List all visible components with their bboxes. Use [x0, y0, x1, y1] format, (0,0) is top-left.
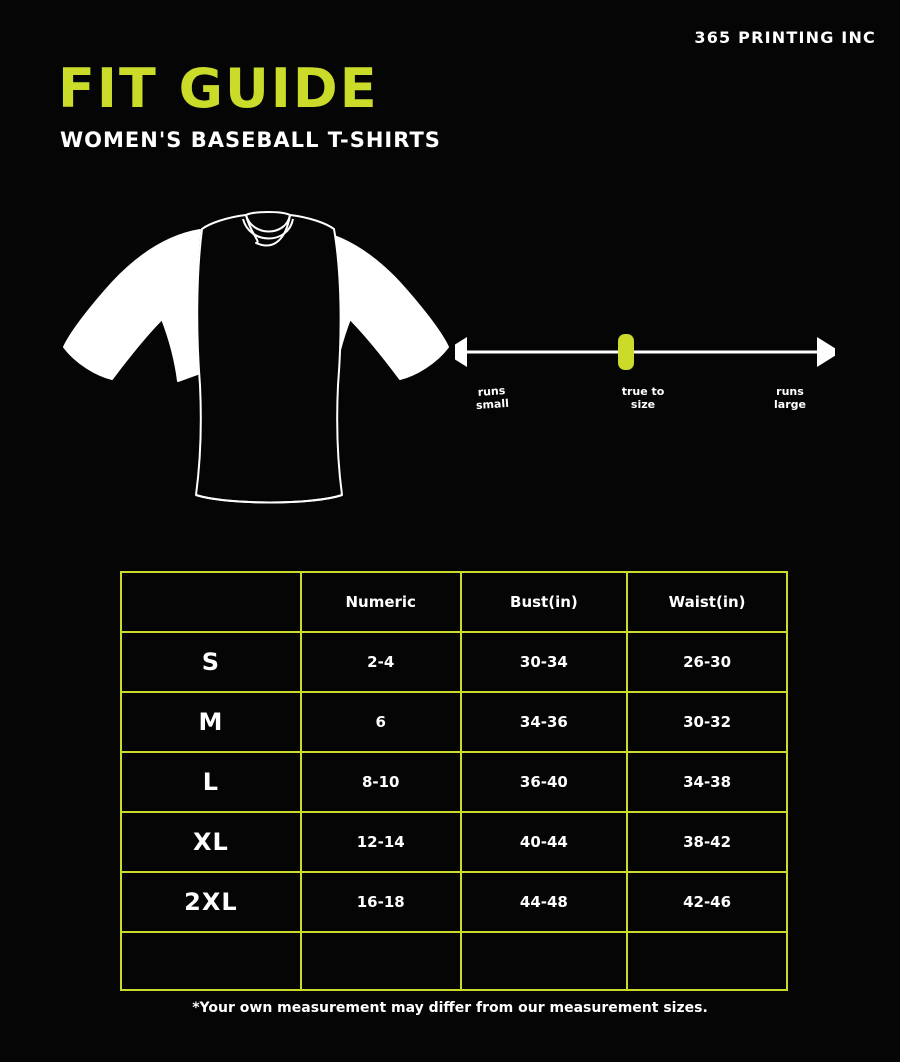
cell-size: XL [121, 812, 301, 872]
footnote: *Your own measurement may differ from our measurement sizes. [192, 1000, 708, 1016]
cell-bust [461, 932, 628, 990]
tshirt-illustration [50, 195, 490, 525]
cell-bust: 36-40 [461, 752, 628, 812]
cell-bust: 44-48 [461, 872, 628, 932]
cell-numeric [301, 932, 461, 990]
page-title: FIT GUIDE [58, 57, 379, 120]
table-row [121, 632, 787, 692]
table-header-numeric: Numeric [301, 572, 461, 632]
cell-waist: 38-42 [627, 812, 787, 872]
cell-numeric: 8-10 [301, 752, 461, 812]
table-header-bust: Bust(in) [461, 572, 628, 632]
table-row [121, 752, 787, 812]
table-row [121, 812, 787, 872]
cell-waist [627, 932, 787, 990]
cell-size: M [121, 692, 301, 752]
cell-size: S [121, 632, 301, 692]
size-chart [120, 571, 788, 991]
cell-numeric: 2-4 [301, 632, 461, 692]
cell-bust: 40-44 [461, 812, 628, 872]
cell-waist: 42-46 [627, 872, 787, 932]
cell-bust: 30-34 [461, 632, 628, 692]
table-header-size [121, 572, 301, 632]
scale-label-true-to-size: true to size [621, 385, 665, 411]
cell-waist: 34-38 [627, 752, 787, 812]
table-row [121, 692, 787, 752]
table-row [121, 872, 787, 932]
table-row [121, 932, 787, 990]
cell-numeric: 16-18 [301, 872, 461, 932]
cell-size: L [121, 752, 301, 812]
scale-label-runs-large: runs large [774, 385, 806, 411]
cell-bust: 34-36 [461, 692, 628, 752]
page-subtitle: WOMEN'S BASEBALL T-SHIRTS [60, 128, 441, 152]
cell-waist: 26-30 [627, 632, 787, 692]
cell-size [121, 932, 301, 990]
brand-name: 365 PRINTING INC [694, 28, 876, 47]
table-header-waist: Waist(in) [627, 572, 787, 632]
size-table [120, 571, 788, 991]
cell-waist: 30-32 [627, 692, 787, 752]
scale-label-runs-small: runs small [475, 384, 510, 412]
fit-scale [455, 330, 835, 440]
cell-size: 2XL [121, 872, 301, 932]
cell-numeric: 6 [301, 692, 461, 752]
table-header-row [121, 572, 787, 632]
cell-numeric: 12-14 [301, 812, 461, 872]
